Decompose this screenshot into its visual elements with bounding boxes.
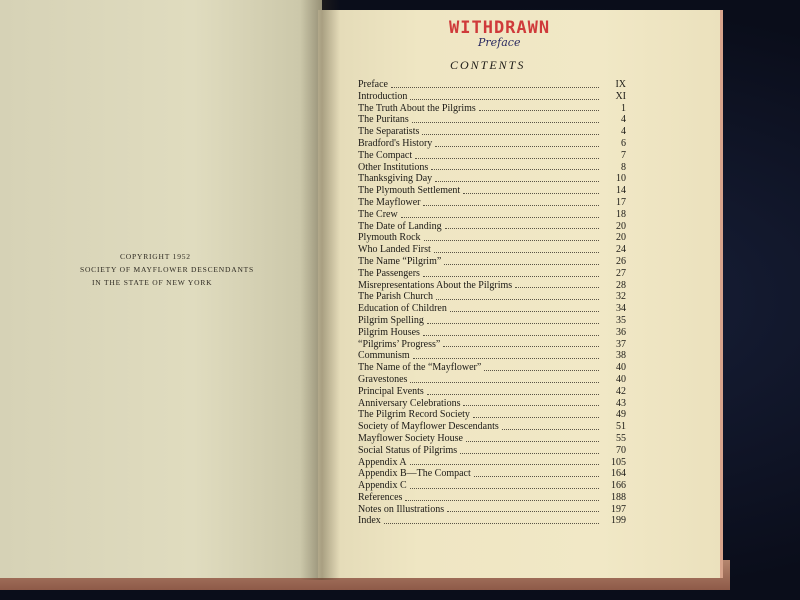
toc-entry-page: 40	[616, 362, 626, 374]
toc-entry-title: Index	[358, 515, 381, 527]
toc-leader-dots	[427, 323, 599, 324]
toc-entry-page: 4	[621, 114, 626, 126]
toc-leader-dots	[415, 158, 599, 159]
toc-leader-dots	[474, 476, 599, 477]
toc-entry-page: 166	[611, 480, 626, 492]
toc-entry	[358, 433, 626, 445]
toc-entry-title: Plymouth Rock	[358, 232, 421, 244]
toc-entry-page: 20	[616, 232, 626, 244]
toc-leader-dots	[447, 511, 599, 512]
toc-entry-page: 42	[616, 385, 626, 397]
toc-entry-page: XI	[615, 90, 626, 102]
toc-entry-page: 18	[616, 208, 626, 220]
toc-entry-title: The Compact	[358, 149, 413, 161]
toc-entry-page: 4	[621, 126, 626, 138]
toc-entry-title: The Pilgrim Record Society	[358, 409, 470, 421]
toc-entry-title: The Parish Church	[358, 291, 433, 303]
toc-entry-title: The Date of Landing	[358, 220, 442, 232]
toc-entry-title: Anniversary Celebrations	[358, 397, 461, 409]
copyright-notice	[80, 250, 290, 289]
toc-entry	[358, 504, 626, 516]
toc-entry	[358, 468, 626, 480]
toc-entry	[358, 339, 626, 351]
toc-entry	[358, 232, 626, 244]
toc-entry-page: 36	[616, 326, 626, 338]
toc-leader-dots	[410, 488, 599, 489]
toc-entry	[358, 421, 626, 433]
toc-entry-page: 7	[621, 149, 626, 161]
left-page	[0, 0, 322, 578]
toc-entry-page: 14	[616, 185, 626, 197]
toc-entry-title: Preface	[358, 79, 388, 90]
toc-entry-page: 197	[611, 503, 626, 515]
toc-leader-dots	[401, 217, 599, 218]
toc-entry-title: Who Landed First	[358, 244, 431, 256]
toc-entry	[358, 409, 626, 421]
toc-entry-page: 34	[616, 303, 626, 315]
toc-leader-dots	[443, 346, 599, 347]
toc-entry-page: 37	[616, 338, 626, 350]
toc-entry-title: Thanksgiving Day	[358, 173, 433, 185]
toc-entry	[358, 150, 626, 162]
toc-entry-title: The Plymouth Settlement	[358, 185, 461, 197]
toc-entry-page: 17	[616, 196, 626, 208]
toc-entry	[358, 315, 626, 327]
toc-leader-dots	[423, 276, 599, 277]
toc-leader-dots	[410, 99, 599, 100]
toc-leader-dots	[384, 523, 599, 524]
toc-leader-dots	[423, 335, 599, 336]
toc-leader-dots	[435, 181, 599, 182]
toc-leader-dots	[484, 370, 599, 371]
toc-entry	[358, 350, 626, 362]
toc-entry-page: 28	[616, 279, 626, 291]
toc-entry-title: The Separatists	[358, 126, 420, 138]
toc-entry-title: Introduction	[358, 90, 408, 102]
copyright-line: COPYRIGHT 1952	[120, 252, 191, 261]
toc-leader-dots	[466, 441, 599, 442]
toc-leader-dots	[434, 252, 599, 253]
toc-leader-dots	[424, 240, 599, 241]
toc-entry-page: 32	[616, 291, 626, 303]
toc-leader-dots	[445, 228, 599, 229]
toc-entry	[358, 515, 626, 527]
toc-entry	[358, 303, 626, 315]
toc-leader-dots	[460, 453, 599, 454]
toc-entry	[358, 457, 626, 469]
toc-entry	[358, 256, 626, 268]
toc-leader-dots	[435, 146, 599, 147]
toc-entry-title: The Crew	[358, 208, 398, 220]
toc-entry	[358, 173, 626, 185]
toc-entry	[358, 362, 626, 374]
toc-entry-title: Education of Children	[358, 303, 447, 315]
toc-leader-dots	[422, 134, 599, 135]
toc-entry	[358, 268, 626, 280]
toc-entry-page: 43	[616, 397, 626, 409]
copyright-line: IN THE STATE OF NEW YORK	[92, 278, 213, 287]
toc-leader-dots	[436, 299, 599, 300]
toc-entry-title: Appendix A	[358, 456, 407, 468]
toc-entry	[358, 197, 626, 209]
toc-leader-dots	[502, 429, 599, 430]
toc-entry-title: References	[358, 491, 403, 503]
toc-entry-page: 1	[621, 102, 626, 114]
toc-entry-page: 70	[616, 444, 626, 456]
toc-entry	[358, 221, 626, 233]
book-gutter	[300, 0, 340, 580]
toc-entry	[358, 103, 626, 115]
toc-leader-dots	[391, 87, 599, 88]
toc-entry	[358, 209, 626, 221]
copyright-line: SOCIETY OF MAYFLOWER DESCENDANTS	[80, 265, 255, 274]
handwritten-note: Preface	[478, 36, 521, 49]
toc-entry-page: 35	[616, 314, 626, 326]
toc-entry	[358, 126, 626, 138]
toc-entry-title: Bradford's History	[358, 137, 433, 149]
toc-entry-title: Mayflower Society House	[358, 432, 463, 444]
table-of-contents	[358, 79, 626, 527]
toc-entry-page: IX	[615, 79, 626, 90]
toc-entry-title: Principal Events	[358, 385, 424, 397]
toc-entry	[358, 91, 626, 103]
toc-entry-page: 26	[616, 255, 626, 267]
toc-entry	[358, 79, 626, 91]
toc-entry-title: Gravestones	[358, 373, 408, 385]
toc-entry-page: 105	[611, 456, 626, 468]
toc-leader-dots	[423, 205, 599, 206]
toc-entry-page: 27	[616, 267, 626, 279]
toc-entry	[358, 492, 626, 504]
toc-entry-title: Notes on Illustrations	[358, 503, 445, 515]
toc-entry-title: Pilgrim Spelling	[358, 314, 424, 326]
toc-entry-page: 24	[616, 244, 626, 256]
toc-entry	[358, 445, 626, 457]
toc-leader-dots	[431, 169, 599, 170]
toc-entry-page: 10	[616, 173, 626, 185]
toc-entry	[358, 138, 626, 150]
toc-leader-dots	[473, 417, 599, 418]
toc-entry-title: Communism	[358, 350, 410, 362]
toc-entry-title: The Passengers	[358, 267, 420, 279]
toc-entry	[358, 162, 626, 174]
withdrawn-stamp: WITHDRAWN	[449, 18, 551, 38]
toc-leader-dots	[412, 122, 599, 123]
toc-entry-page: 188	[611, 491, 626, 503]
toc-entry-page: 20	[616, 220, 626, 232]
toc-entry-title: The Truth About the Pilgrims	[358, 102, 476, 114]
toc-entry-page: 55	[616, 432, 626, 444]
toc-entry	[358, 398, 626, 410]
toc-entry	[358, 386, 626, 398]
toc-leader-dots	[410, 382, 599, 383]
toc-entry	[358, 480, 626, 492]
toc-entry-page: 8	[621, 161, 626, 173]
toc-leader-dots	[450, 311, 599, 312]
toc-entry-title: Pilgrim Houses	[358, 326, 420, 338]
toc-leader-dots	[463, 405, 599, 406]
toc-entry-title: Appendix C	[358, 480, 407, 492]
toc-entry-title: Other Institutions	[358, 161, 429, 173]
toc-entry-page: 38	[616, 350, 626, 362]
toc-entry-title: Misrepresentations About the Pilgrims	[358, 279, 513, 291]
toc-leader-dots	[413, 358, 599, 359]
toc-entry	[358, 114, 626, 126]
toc-entry-title: Society of Mayflower Descendants	[358, 421, 499, 433]
toc-entry-title: The Name of the “Mayflower”	[358, 362, 482, 374]
toc-entry-title: Social Status of Pilgrims	[358, 444, 458, 456]
toc-entry-title: The Mayflower	[358, 196, 421, 208]
toc-entry-page: 164	[611, 468, 626, 480]
toc-entry	[358, 327, 626, 339]
toc-entry-page: 199	[611, 515, 626, 527]
toc-leader-dots	[444, 264, 599, 265]
toc-entry-page: 49	[616, 409, 626, 421]
toc-entry-page: 40	[616, 373, 626, 385]
toc-entry-page: 6	[621, 137, 626, 149]
contents-heading: CONTENTS	[450, 58, 526, 72]
toc-entry-page: 51	[616, 421, 626, 433]
toc-entry-title: The Puritans	[358, 114, 409, 126]
toc-entry-title: “Pilgrims’ Progress”	[358, 338, 441, 350]
toc-entry-title: Appendix B—The Compact	[358, 468, 471, 480]
toc-leader-dots	[410, 464, 599, 465]
toc-entry	[358, 291, 626, 303]
toc-entry-title: The Name “Pilgrim”	[358, 255, 442, 267]
toc-entry	[358, 280, 626, 292]
toc-leader-dots	[463, 193, 599, 194]
toc-leader-dots	[479, 110, 599, 111]
toc-entry	[358, 244, 626, 256]
toc-leader-dots	[515, 287, 599, 288]
toc-leader-dots	[427, 394, 599, 395]
toc-entry	[358, 185, 626, 197]
toc-leader-dots	[405, 500, 599, 501]
toc-entry	[358, 374, 626, 386]
